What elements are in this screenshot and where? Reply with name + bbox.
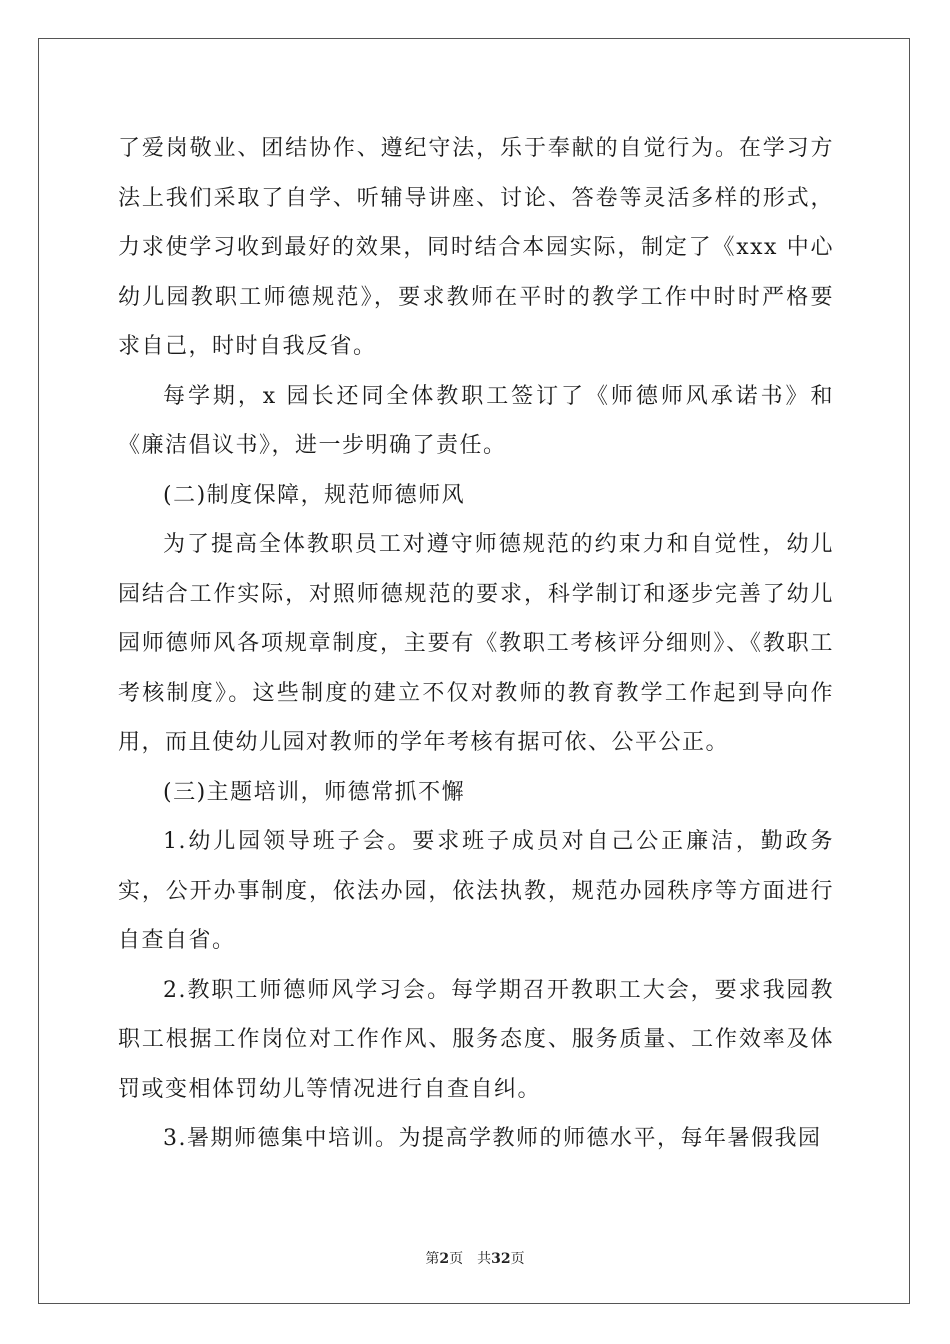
total-suffix: 页 — [510, 1251, 525, 1267]
total-pages: 32 — [491, 1251, 511, 1267]
section-heading-2: (二)制度保障，规范师德师风 — [163, 482, 466, 508]
total-prefix: 共 — [477, 1251, 492, 1267]
paragraph-1: 了爱岗敬业、团结协作、遵纪守法，乐于奉献的自觉行为。在学习方法上我们采取了自学、听辅导讲座、讨论、答卷等灵活多样的形式，力求使学习收到最好的效果，同时结合本园实际，制定了《xxx 中心幼儿园教职工师德规范》，要求教师在平时的教学工作中时时严格要求自己，时时自我反省。 — [118, 136, 834, 359]
page-number: 2 — [439, 1251, 450, 1267]
page-prefix: 第 — [425, 1251, 440, 1267]
paragraph-4: 为了提高全体教职员工对遵守师德规范的约束力和自觉性，幼儿园结合工作实际，对照师德规范的要求，科学制订和逐步完善了幼儿园师德师风各项规章制度，主要有《教职工考核评分细则》、《教职工考核制度》。这些制度的建立不仅对教师的教育教学工作起到导向作用，而且使幼儿园对教师的学年考核有据可依、公平公正。 — [118, 532, 834, 755]
list-item-3: 3.暑期师德集中培训。为提高学教师的师德水平，每年暑假我园 — [163, 1126, 822, 1151]
paragraph-2: 每学期，x 园长还同全体教职工签订了《师德师风承诺书》和《廉洁倡议书》，进一步明确了责任。 — [118, 383, 834, 458]
list-item-1: 1.幼儿园领导班子会。要求班子成员对自己公正廉洁，勤政务实，公开办事制度，依法办园，依法执教，规范办园秩序等方面进行自查自省。 — [118, 829, 834, 953]
list-item-2: 2.教职工师德师风学习会。每学期召开教职工大会，要求我园教职工根据工作岗位对工作作风、服务态度、服务质量、工作效率及体罚或变相体罚幼儿等情况进行自查自纠。 — [118, 977, 834, 1102]
document-body — [118, 124, 834, 1164]
page-footer — [0, 1248, 950, 1268]
section-heading-3: (三)主题培训，师德常抓不懈 — [163, 779, 466, 805]
page-suffix: 页 — [449, 1251, 464, 1267]
